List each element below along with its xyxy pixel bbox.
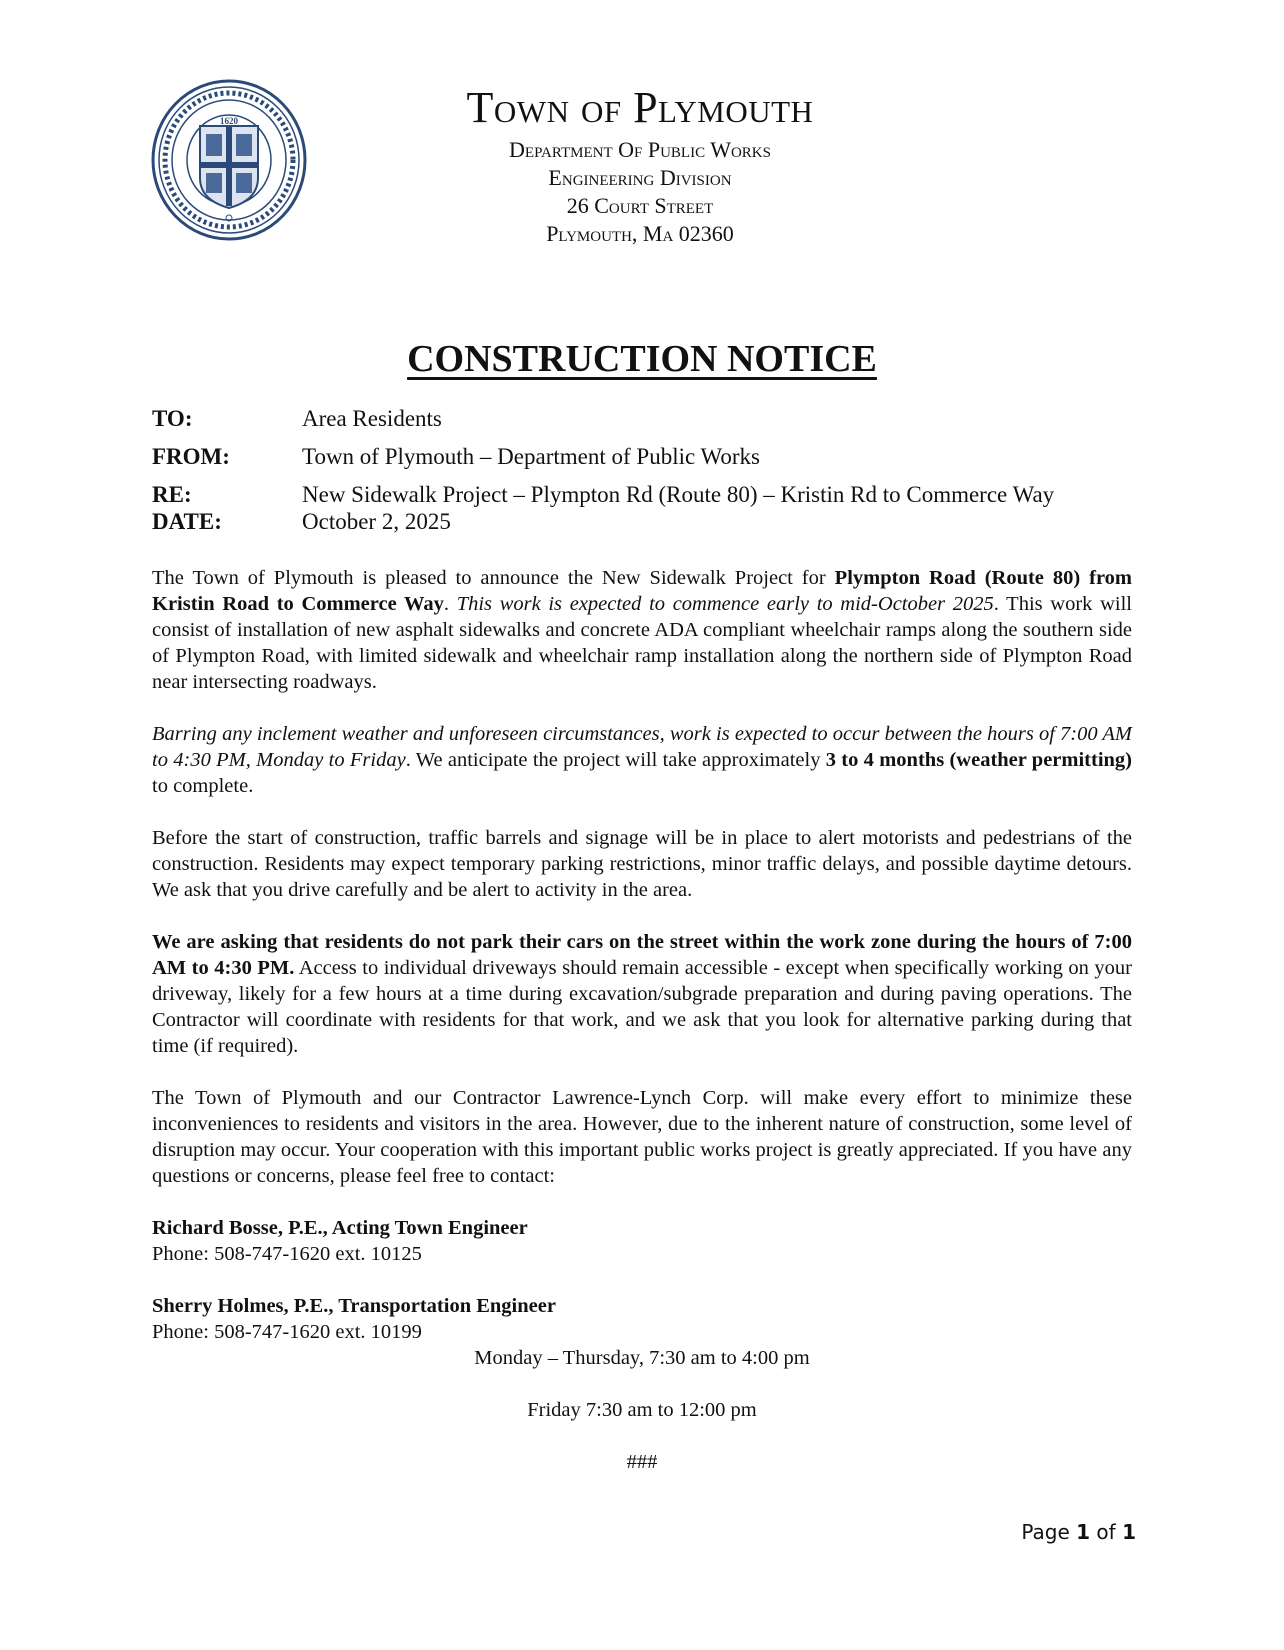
- city-state-zip: Plymouth, Ma 02360: [546, 221, 734, 246]
- page-of-label: of: [1090, 1520, 1123, 1544]
- department-name: Department Of Public Works: [509, 137, 771, 162]
- text-run: The Town of Plymouth is pleased to announce the New Sidewalk Project for: [152, 567, 835, 589]
- letterhead: [370, 80, 910, 248]
- memo-date: [152, 508, 1112, 535]
- town-name: Town of Plymouth: [466, 83, 814, 132]
- contact-name: Sherry Holmes, P.E., Transportation Engineer: [152, 1295, 556, 1317]
- date-label: DATE:: [152, 509, 222, 534]
- re-label: RE:: [152, 482, 192, 507]
- end-mark: ###: [626, 1451, 658, 1473]
- to-label: TO:: [152, 406, 193, 431]
- duration-note: 3 to 4 months (weather permitting): [825, 749, 1133, 771]
- contact-richard-bosse: [152, 1215, 1132, 1267]
- page-total: 1: [1122, 1520, 1136, 1544]
- text-run: . We anticipate the project will take approximately: [405, 749, 826, 771]
- contact-sherry-holmes: [152, 1293, 1132, 1345]
- office-hours-friday: Friday 7:30 am to 12:00 pm: [527, 1399, 757, 1421]
- division-name: Engineering Division: [548, 165, 732, 190]
- paragraph-contractor: The Town of Plymouth and our Contractor Lawrence-Lynch Corp. will make every effort to minimize these inconveniences to residents and visitors in the area. However, due to the inherent nature of construction, some level of disruption may occur. Your cooperation with this important public works project is greatly appreciated. If you have any questions or concerns, please feel free to contact:: [152, 1087, 1132, 1187]
- notice-body: [152, 565, 1132, 1475]
- page-label: Page: [1021, 1520, 1077, 1544]
- memo-header: [152, 405, 1112, 546]
- from-value: Town of Plymouth – Department of Public Works: [302, 444, 760, 469]
- notice-title: CONSTRUCTION NOTICE: [407, 338, 877, 380]
- project-location: Plympton Road (Route 80) from Kristin Road to Commerce Way: [152, 567, 1133, 615]
- street-address: 26 Court Street: [566, 193, 714, 218]
- svg-text:1620: 1620: [220, 116, 238, 126]
- text-run: . This work will consist of installation of new asphalt sidewalks and concrete ADA compliant wheelchair ramps along the southern side of Plympton Road, with limited sidewalk and wheelchair ramp installation along the northern side of Plympton Road near intersecting roadways.: [152, 593, 1133, 693]
- office-hours-weekdays: Monday – Thursday, 7:30 am to 4:00 pm: [474, 1347, 810, 1369]
- town-seal-icon: [150, 78, 308, 242]
- memo-re: [152, 481, 1112, 508]
- page-current: 1: [1076, 1520, 1091, 1544]
- start-date-note: This work is expected to commence early to mid-October 2025: [456, 593, 994, 615]
- memo-to: [152, 405, 1112, 432]
- memo-from: [152, 443, 1112, 470]
- text-run: to complete.: [152, 775, 254, 797]
- parking-request: We are asking that residents do not park their cars on the street within the work zone during the hours of 7:00 AM to 4:30 PM.: [152, 931, 1132, 979]
- from-label: FROM:: [152, 444, 230, 469]
- paragraph-announcement: [152, 565, 1132, 695]
- paragraph-traffic: Before the start of construction, traffic barrels and signage will be in place to alert motorists and pedestrians of the construction. Residents may expect temporary parking restrictions, minor traffic delays, and possible daytime detours. We ask that you drive carefully and be alert to activity in the area.: [152, 827, 1132, 901]
- paragraph-parking: [152, 929, 1132, 1059]
- text-run: .: [443, 593, 457, 615]
- page-number: [1021, 1520, 1136, 1544]
- work-hours-note: Barring any inclement weather and unforeseen circumstances, work is expected to occur between the hours of 7:00 AM to 4:30 PM, Monday to Friday: [152, 723, 1132, 771]
- paragraph-schedule: [152, 721, 1132, 799]
- text-run: Access to individual driveways should remain accessible - except when specifically working on your driveway, likely for a few hours at a time during excavation/subgrade preparation and during paving operations. The Contractor will coordinate with residents for that work, and we ask that you look for alternative parking during that time (if required).: [152, 957, 1132, 1057]
- date-value: October 2, 2025: [302, 509, 451, 534]
- re-value: New Sidewalk Project – Plympton Rd (Route 80) – Kristin Rd to Commerce Way: [302, 482, 1055, 507]
- to-value: Area Residents: [302, 406, 442, 431]
- contact-phone: Phone: 508-747-1620 ext. 10199: [152, 1321, 422, 1343]
- contact-phone: Phone: 508-747-1620 ext. 10125: [152, 1243, 422, 1265]
- contact-name: Richard Bosse, P.E., Acting Town Engineer: [152, 1217, 528, 1239]
